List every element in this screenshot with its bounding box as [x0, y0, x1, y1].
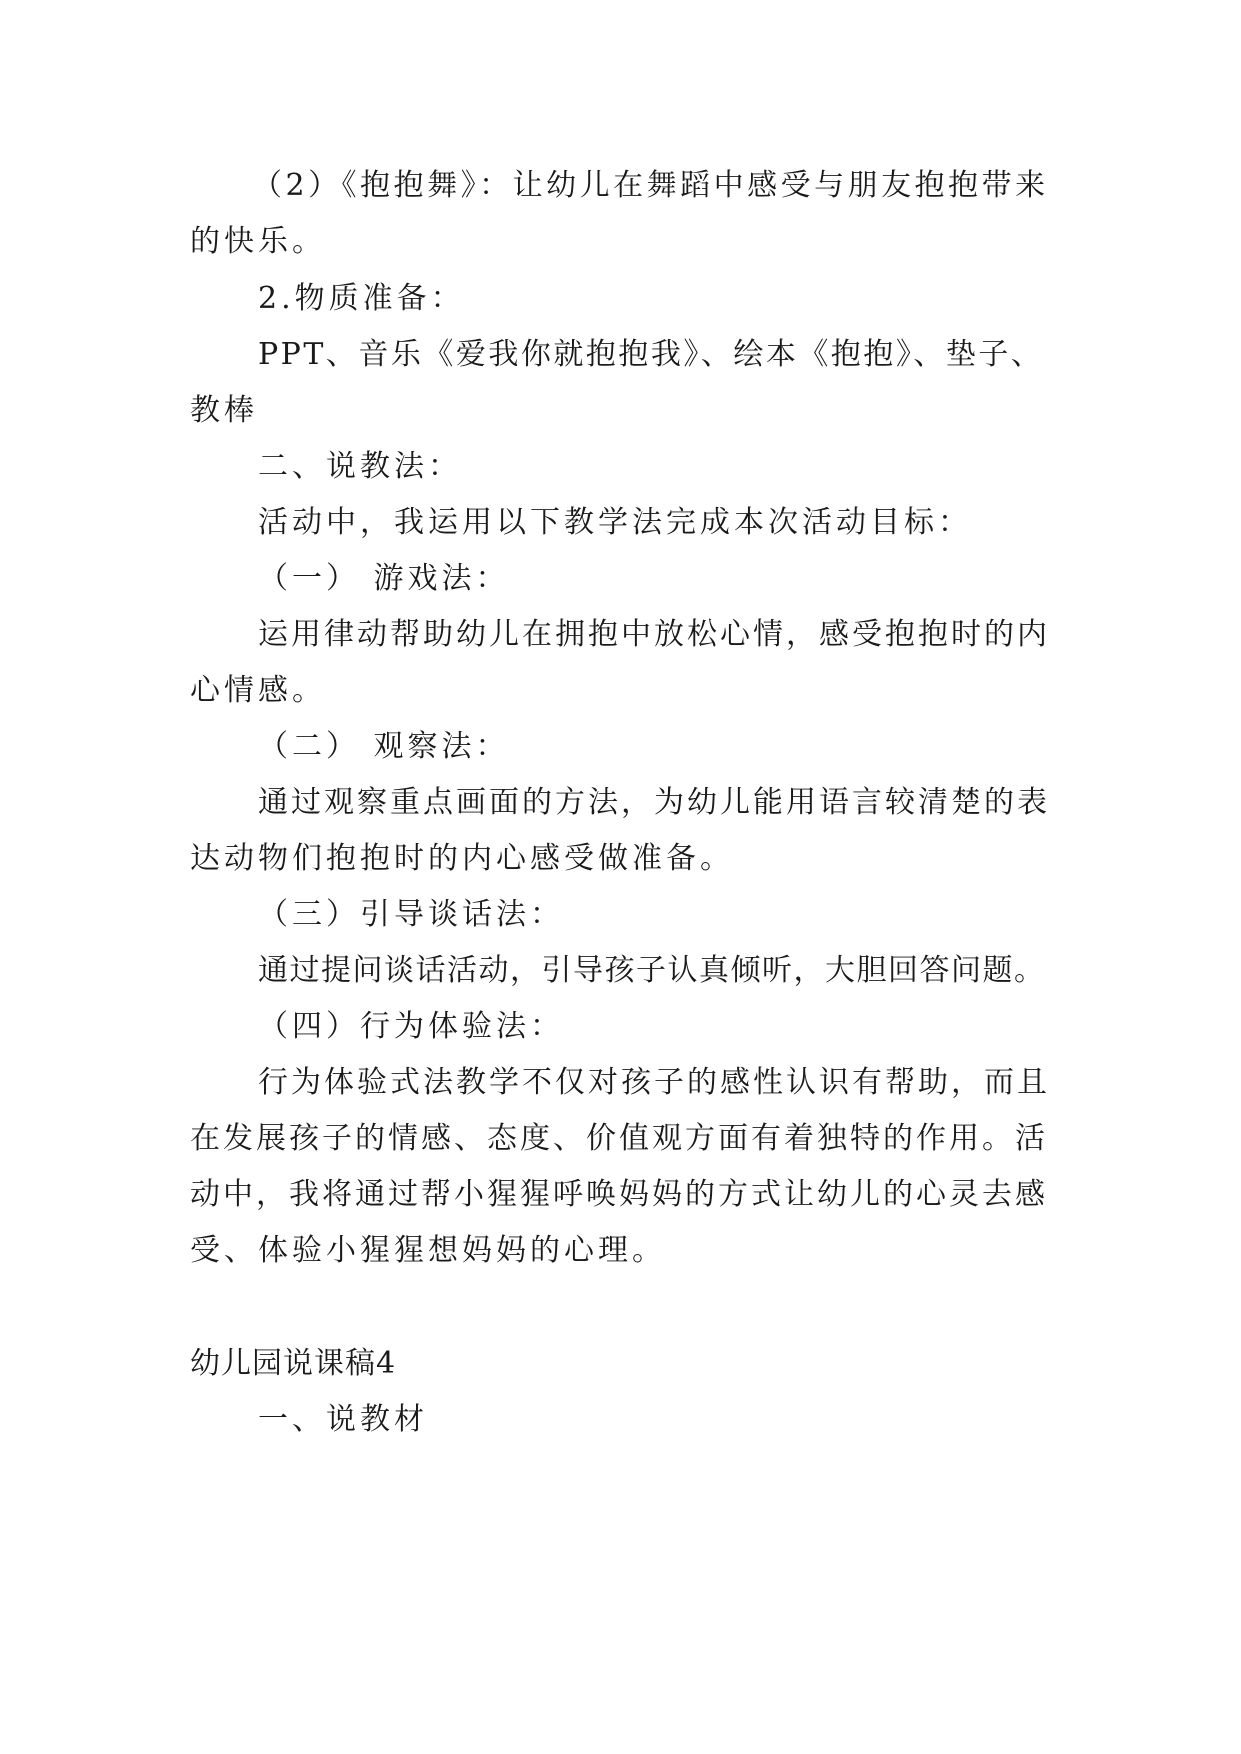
document-title: 幼儿园说课稿4: [190, 1346, 397, 1381]
paragraph-line: 动中，我将通过帮小猩猩呼唤妈妈的方式让幼儿的心灵去感: [190, 1177, 1048, 1212]
paragraph-line: 教棒: [190, 393, 258, 428]
paragraph-line: 在发展孩子的情感、态度、价值观方面有着独特的作用。活: [190, 1121, 1048, 1156]
paragraph-line: （2）《抱抱舞》：让幼儿在舞蹈中感受与朋友抱抱带来: [252, 168, 1049, 203]
paragraph-line: PPT、音乐《爱我你就抱抱我》、绘本《抱抱》、垫子、: [258, 337, 1044, 372]
subsection-heading: （四）行为体验法：: [258, 1009, 564, 1044]
paragraph-line: 行为体验式法教学不仅对孩子的感性认识有帮助，而且: [258, 1065, 1050, 1100]
subsection-heading: （三）引导谈话法：: [258, 897, 564, 932]
paragraph-line: 心情感。: [190, 673, 326, 708]
paragraph-line: 受、体验小猩猩想妈妈的心理。: [190, 1233, 666, 1268]
paragraph-line: 达动物们抱抱时的内心感受做准备。: [190, 841, 734, 876]
paragraph-line: 通过提问谈话活动，引导孩子认真倾听，大胆回答问题。: [258, 953, 1046, 988]
section-heading: 2.物质准备：: [258, 281, 465, 316]
subsection-heading: （一） 游戏法：: [258, 561, 510, 596]
subsection-heading: （二） 观察法：: [258, 729, 510, 764]
section-heading: 二、说教法：: [258, 449, 462, 484]
paragraph-line: 通过观察重点画面的方法，为幼儿能用语言较清楚的表: [258, 785, 1050, 820]
section-heading: 一、说教材: [258, 1402, 428, 1437]
paragraph-line: 活动中，我运用以下教学法完成本次活动目标：: [258, 505, 972, 540]
paragraph-line: 的快乐。: [190, 224, 326, 259]
paragraph-line: 运用律动帮助幼儿在拥抱中放松心情，感受抱抱时的内: [258, 617, 1050, 652]
